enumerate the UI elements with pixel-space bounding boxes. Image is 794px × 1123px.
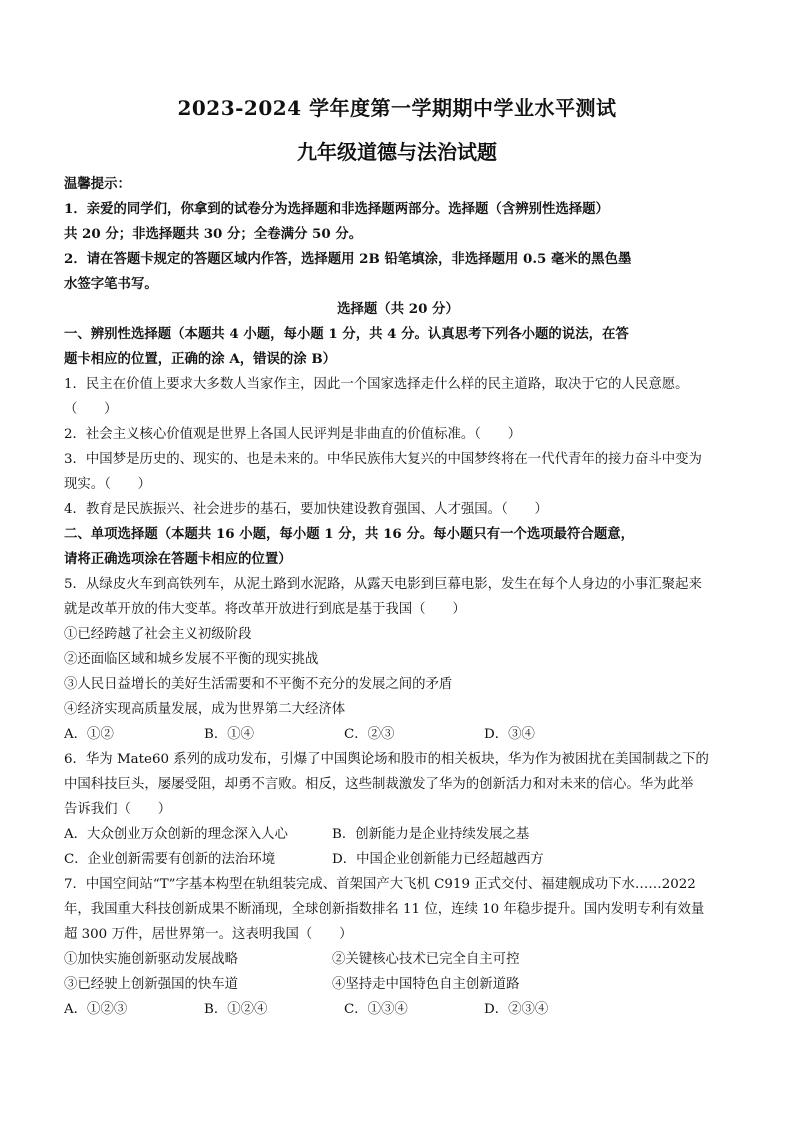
question-6 — [64, 747, 732, 872]
question-5-option-d: D．③④ — [484, 727, 535, 742]
question-7-option-d: D．②③④ — [484, 1002, 549, 1017]
exam-title: 2023-2024 学年度第一学期期中学业水平测试 — [177, 96, 617, 120]
question-1-line-1: 1．民主在价值上要求大多数人当家作主，因此一个国家选择走什么样的民主道路，取决于它的人民意愿。 — [64, 377, 689, 392]
question-6-line-3: 告诉我们（ ） — [64, 802, 172, 817]
section-1-heading-line-1: 一、辨别性选择题（本题共 4 小题，每小题 1 分，共 4 分。认真思考下列各小题的说法，在答 — [64, 326, 629, 342]
question-6-option-b: B．创新能力是企业持续发展之基 — [332, 827, 530, 842]
exam-content — [64, 172, 732, 1022]
question-7-statement-1: ①加快实施创新驱动发展战略 — [64, 952, 239, 967]
exam-subtitle: 九年级道德与法治试题 — [297, 140, 497, 164]
question-6-option-d: D．中国企业创新能力已经超越西方 — [332, 852, 544, 867]
question-3-line-1: 3．中国梦是历史的、现实的、也是未来的。中华民族伟大复兴的中国梦终将在一代代青年的接力奋斗中变为 — [64, 452, 702, 467]
question-5-line-2: 就是改革开放的伟大变革。将改革开放进行到底是基于我国（ ） — [64, 602, 466, 617]
question-7-statements-row-2 — [64, 972, 732, 997]
section-2-heading-line-2: 请将正确选项涂在答题卡相应的位置） — [64, 551, 292, 567]
question-5-option-b: B．①④ — [204, 727, 255, 742]
question-7-statements-row-1 — [64, 947, 732, 972]
tips-heading: 温馨提示： — [64, 176, 131, 192]
question-6-line-2: 中国科技巨头，屡屡受阻，却勇不言败。相反，这些制裁激发了华为的创新活力和对未来的信心。华为此举 — [64, 777, 694, 792]
question-5-option-c: C．②③ — [344, 727, 395, 742]
question-5-statement-1: ①已经跨越了社会主义初级阶段 — [64, 627, 252, 642]
question-5-options — [64, 722, 732, 747]
question-5-line-1: 5．从绿皮火车到高铁列车，从泥土路到水泥路，从露天电影到巨幕电影，发生在每个人身边的小事汇聚起来 — [64, 577, 702, 592]
section-2-heading-line-1: 二、单项选择题（本题共 16 小题，每小题 1 分，共 16 分。每小题只有一个选项最符合题意， — [64, 526, 635, 542]
question-5-statement-2: ②还面临区域和城乡发展不平衡的现实挑战 — [64, 652, 319, 667]
question-2: 2．社会主义核心价值观是世界上各国人民评判是非曲直的价值标准。（ ） — [64, 427, 522, 442]
question-3-line-2: 现实。（ ） — [64, 477, 152, 492]
question-6-option-a: A．大众创业万众创新的理念深入人心 — [64, 827, 288, 842]
question-7-statement-2: ②关键核心技术已完全自主可控 — [332, 952, 520, 967]
question-7-option-a: A．①②③ — [64, 1002, 128, 1017]
question-7-option-c: C．①③④ — [344, 1002, 408, 1017]
section-2 — [64, 522, 732, 1022]
question-5-statement-3: ③人民日益增长的美好生活需要和不平衡不充分的发展之间的矛盾 — [64, 677, 453, 692]
question-7 — [64, 872, 732, 1022]
question-6-options-row-2 — [64, 847, 732, 872]
question-7-option-b: B．①②④ — [204, 1002, 268, 1017]
tip-1-line-2: 共 20 分；非选择题共 30 分；全卷满分 50 分。 — [64, 226, 363, 242]
question-7-line-2: 年，我国重大科技创新成果不断涌现，全球创新指数排名 11 位，连续 10 年稳步提升。国内发明专利有效量 — [64, 902, 705, 917]
question-7-statement-4: ④坚持走中国特色自主创新道路 — [332, 977, 520, 992]
question-6-option-c: C．企业创新需要有创新的法治环境 — [64, 852, 276, 867]
tip-2-line-2: 水签字笔书写。 — [64, 276, 158, 292]
question-6-line-1: 6．华为 Mate60 系列的成功发布，引爆了中国舆论场和股市的相关板块，华为作为被困扰在美国制裁之下的 — [64, 752, 709, 767]
question-6-options-row-1 — [64, 822, 732, 847]
question-4: 4．教育是民族振兴、社会进步的基石，要加快建设教育强国、人才强国。（ ） — [64, 502, 548, 517]
question-7-statement-3: ③已经驶上创新强国的快车道 — [64, 977, 239, 992]
question-1-line-2: （ ） — [64, 402, 118, 417]
section-1 — [64, 322, 732, 522]
tip-1-line-1: 1．亲爱的同学们，你拿到的试卷分为选择题和非选择题两部分。选择题（含辨别性选择题） — [64, 201, 609, 217]
section-1-heading-line-2: 题卡相应的位置，正确的涂 A，错误的涂 B） — [64, 351, 337, 367]
question-7-line-3: 超 300 万件，居世界第一。这表明我国（ ） — [64, 927, 353, 942]
question-7-line-1: 7．中国空间站“T”字基本构型在轨组装完成、首架国产大飞机 C919 正式交付、福建舰成功下水……2022 — [64, 877, 696, 892]
tip-2-line-1: 2．请在答题卡规定的答题区域内作答，选择题用 2B 铅笔填涂，非选择题用 0.5 毫米的黑色墨 — [64, 251, 632, 267]
question-5-option-a: A．①② — [64, 727, 114, 742]
question-5-statement-4: ④经济实现高质量发展，成为世界第二大经济体 — [64, 702, 346, 717]
question-5 — [64, 572, 732, 747]
part-heading: 选择题（共 20 分） — [337, 301, 459, 317]
question-7-options — [64, 997, 732, 1022]
tips-block — [64, 172, 732, 297]
